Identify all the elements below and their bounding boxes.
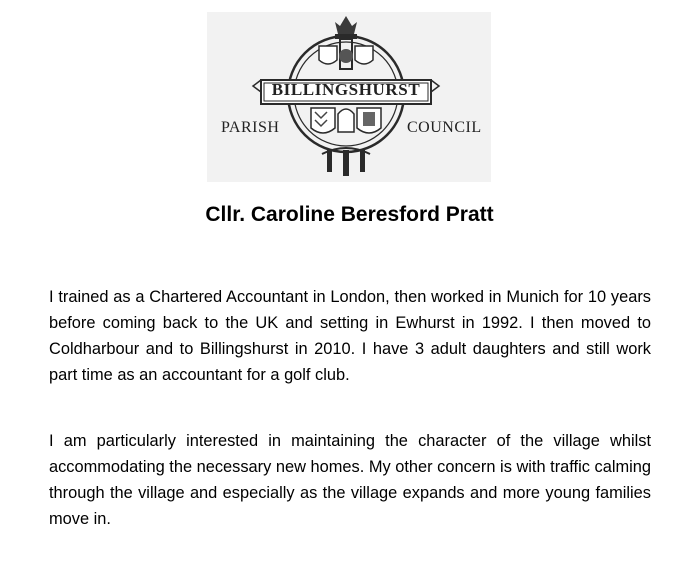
logo-parish-text: PARISH xyxy=(221,119,280,136)
council-logo xyxy=(207,12,491,182)
logo-banner-text: BILLINGSHURST xyxy=(271,80,421,99)
logo-council-text: COUNCIL xyxy=(407,119,482,136)
paragraph-interests: I am particularly interested in maintaining the character of the village whilst accommodating the necessary new homes. My other concern is with traffic calming through the village and especially as the village expands and more young families move in. xyxy=(49,432,651,528)
paragraph-background: I trained as a Chartered Accountant in London, then worked in Munich for 10 years before coming back to the UK and setting in Ewhurst in 1992. I then moved to Coldharbour and to Billingshurst in 2010. I have 3 adult daughters and still work part time as an accountant for a golf club. xyxy=(49,288,651,384)
page-title: Cllr. Caroline Beresford Pratt xyxy=(205,203,494,226)
